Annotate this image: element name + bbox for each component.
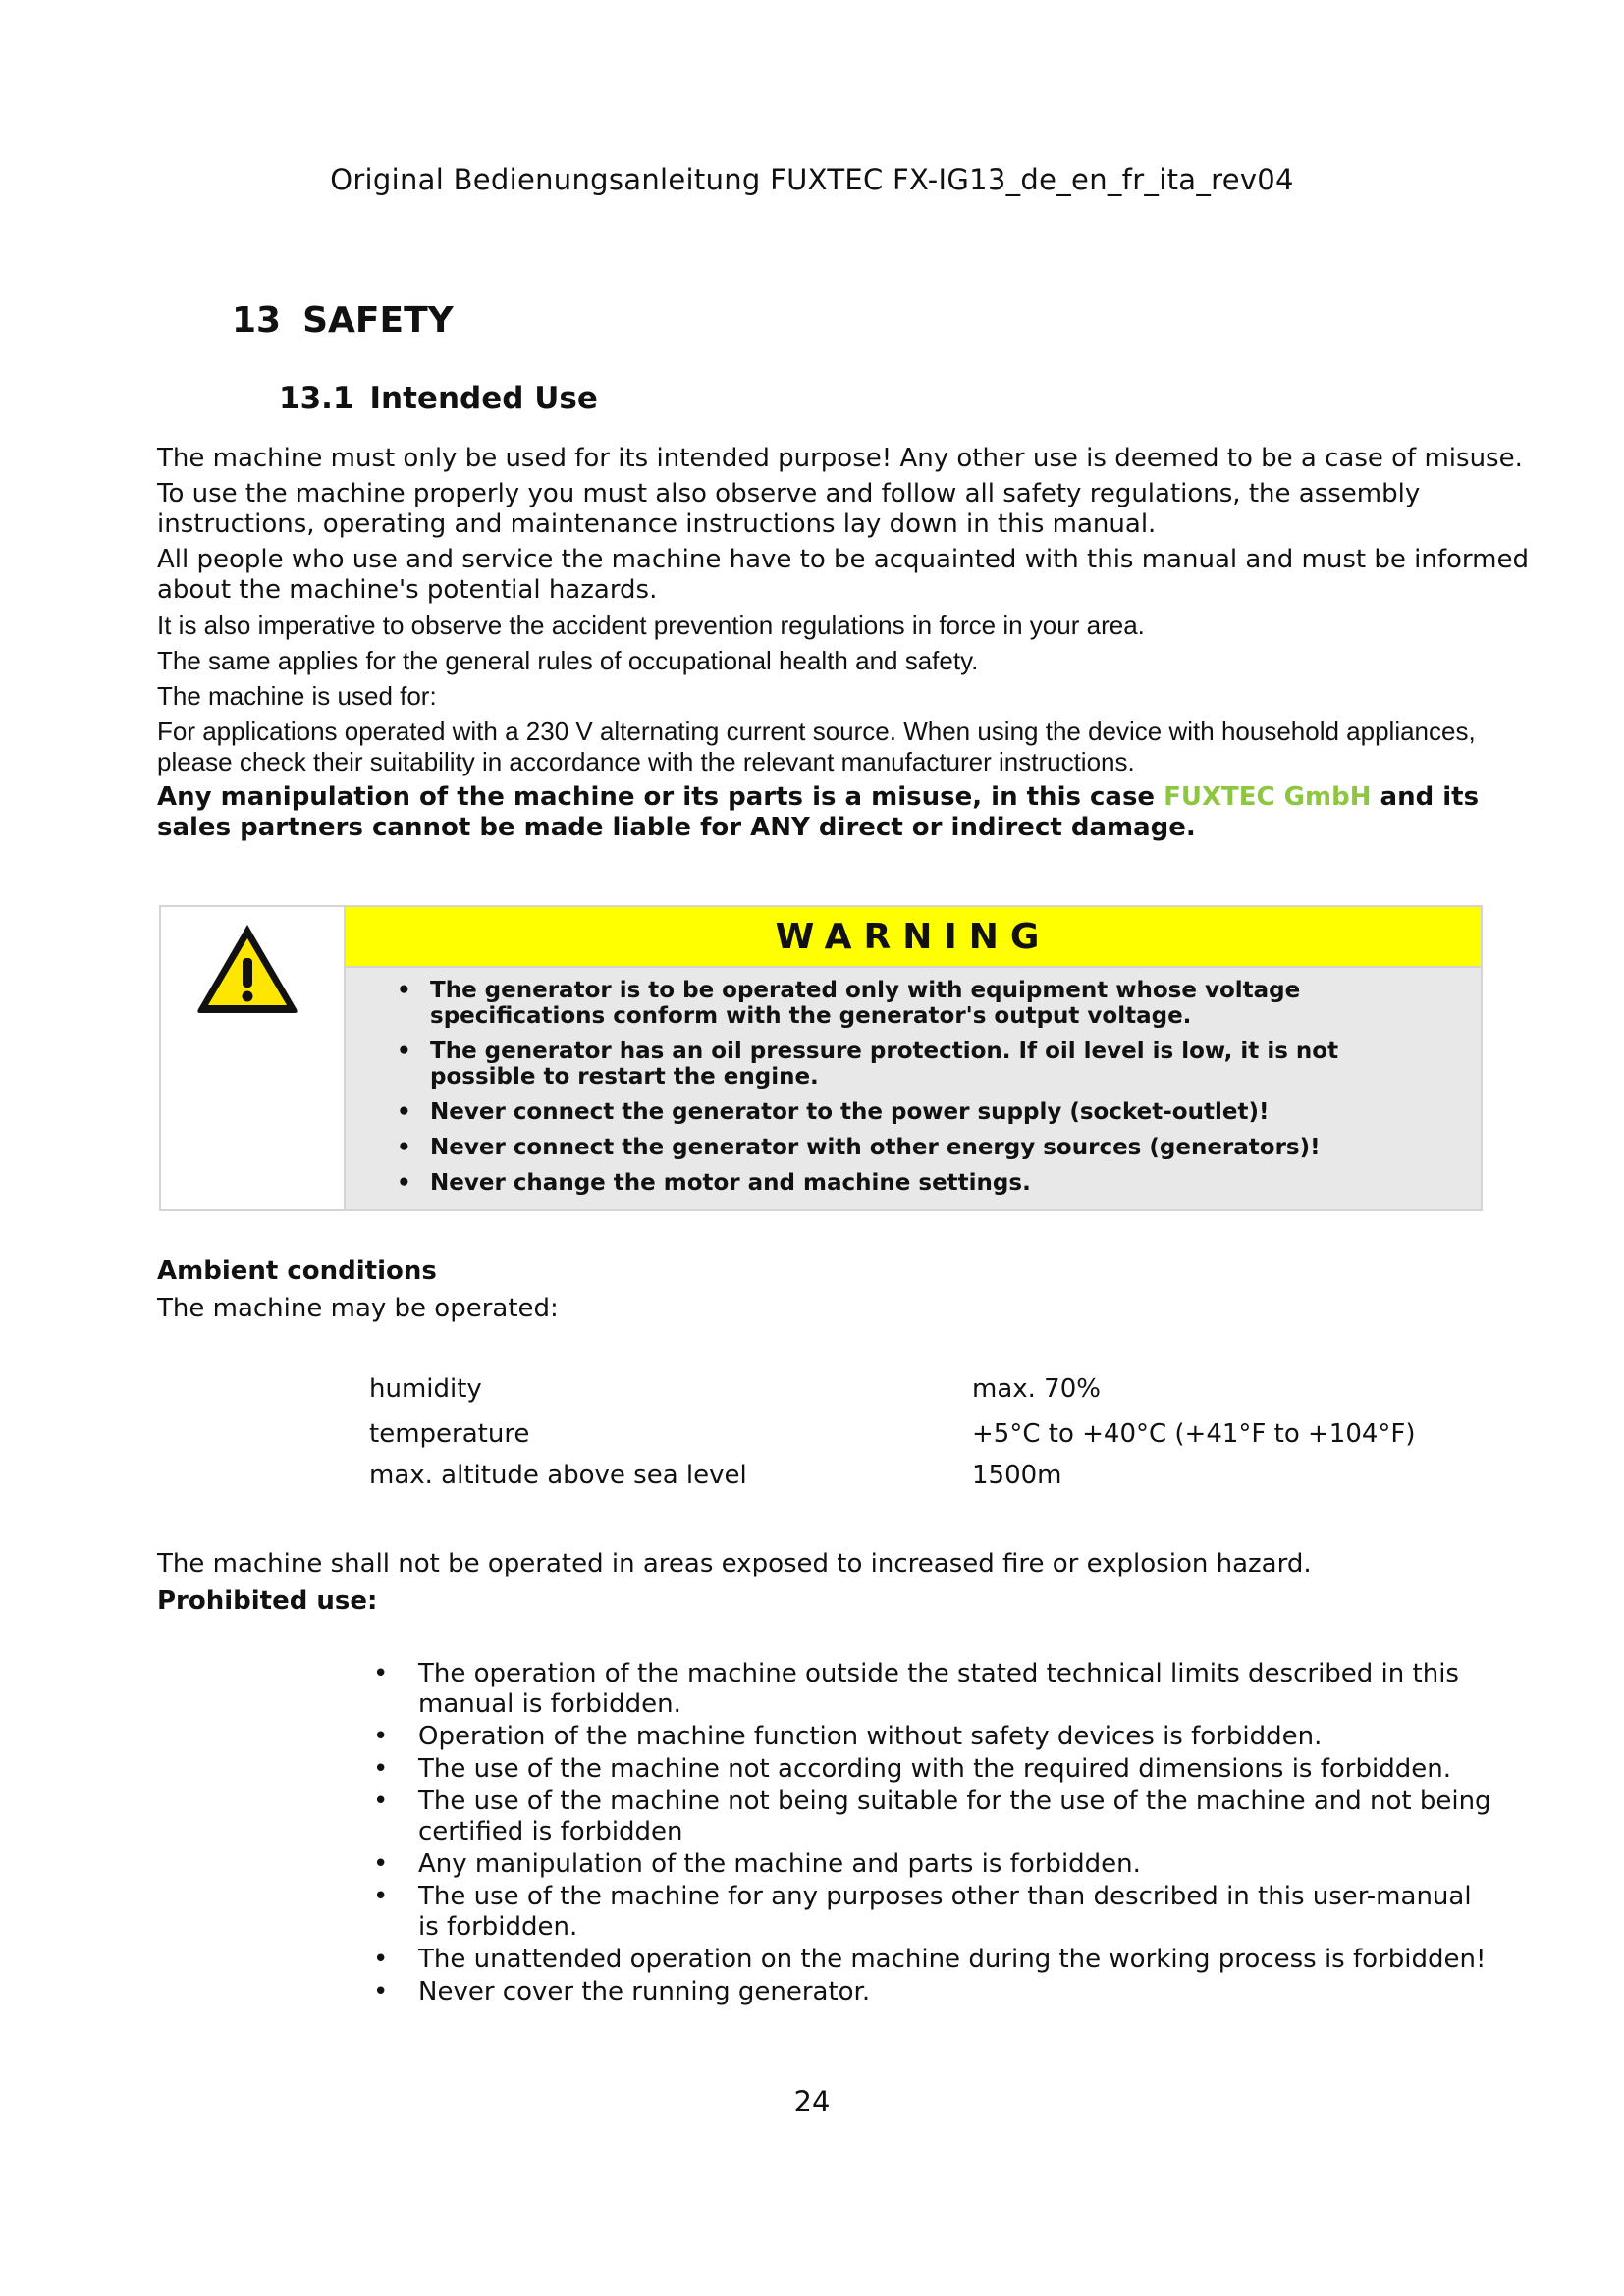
warning-item: • Never change the motor and machine settings.: [397, 1170, 1412, 1196]
section-number: 13: [232, 300, 282, 341]
subsection-heading: [279, 381, 598, 416]
list-item: • The use of the machine not being suitable for the use of the machine and not being certified is forbidden: [369, 1787, 1498, 1847]
condition-label: max. altitude above sea level: [369, 1461, 747, 1490]
company-name: FUXTEC GmbH: [1164, 782, 1372, 812]
intro-paragraph: To use the machine properly you must also observe and follow all safety regulations, the assembly instructions, operating and maintenance instructions lay down in this manual.: [157, 479, 1421, 539]
ambient-heading: Ambient conditions: [157, 1256, 437, 1286]
page-header: Original Bedienungsanleitung FUXTEC FX-IG13_de_en_fr_ita_rev04: [330, 163, 1294, 196]
warning-title: WARNING: [346, 907, 1481, 968]
section-heading: [232, 300, 454, 341]
condition-value: +5°C to +40°C (+41°F to +104°F): [972, 1419, 1416, 1449]
warning-icon-cell: [161, 907, 346, 1209]
warning-body: [346, 907, 1481, 1209]
intro-paragraph: It is also imperative to observe the accident prevention regulations in force in your area.: [157, 611, 1145, 640]
intro-paragraph: The same applies for the general rules of occupational health and safety.: [157, 646, 979, 675]
page-number: 24: [793, 2085, 831, 2118]
list-item: • The unattended operation on the machine during the working process is forbidden!: [369, 1945, 1498, 1975]
liability-notice: [157, 782, 1551, 843]
ambient-subtitle: The machine may be operated:: [157, 1294, 559, 1323]
warning-item: • Never connect the generator with other energy sources (generators)!: [397, 1135, 1412, 1160]
condition-label: temperature: [369, 1419, 530, 1449]
warning-item: • The generator has an oil pressure protection. If oil level is low, it is not possible to restart the engine.: [397, 1039, 1412, 1090]
condition-value: max. 70%: [972, 1374, 1101, 1404]
hazard-note: The machine shall not be operated in areas exposed to increased fire or explosion hazard.: [157, 1549, 1312, 1578]
list-item: • Never cover the running generator.: [369, 1977, 1498, 2007]
intro-text: [157, 444, 1551, 848]
list-item: • The use of the machine for any purposes other than described in this user-manual is forbidden.: [369, 1882, 1498, 1943]
section-title: SAFETY: [302, 300, 454, 341]
list-item: • The use of the machine not according with the required dimensions is forbidden.: [369, 1754, 1498, 1785]
warning-list: [346, 968, 1481, 1205]
list-item: • The operation of the machine outside the stated technical limits described in this manual is forbidden.: [369, 1659, 1498, 1720]
list-item: • Any manipulation of the machine and parts is forbidden.: [369, 1849, 1498, 1880]
condition-value: 1500m: [972, 1461, 1062, 1490]
intro-paragraph: For applications operated with a 230 V alternating current source. When using the device with household appliances, please check their suitability in accordance with the relevant manufacturer instructions.: [157, 717, 1476, 776]
prohibited-heading: Prohibited use:: [157, 1586, 378, 1616]
liability-text: and its sales partners cannot be made liable for ANY direct or indirect damage.: [157, 782, 1480, 842]
liability-text: Any manipulation of the machine or its parts is a misuse, in this case: [157, 782, 1164, 812]
list-item: • Operation of the machine function without safety devices is forbidden.: [369, 1722, 1498, 1752]
warning-item: • Never connect the generator to the power supply (socket-outlet)!: [397, 1099, 1412, 1125]
warning-item: • The generator is to be operated only with equipment whose voltage specifications conform with the generator's output voltage.: [397, 978, 1412, 1029]
warning-box: [159, 905, 1483, 1211]
warning-triangle-icon: [192, 919, 302, 1017]
prohibited-list: [369, 1659, 1498, 2009]
intro-paragraph: All people who use and service the machine have to be acquainted with this manual and must be informed about the machine's potential hazards.: [157, 545, 1529, 605]
condition-label: humidity: [369, 1374, 482, 1404]
subsection-number: 13.1: [279, 381, 354, 416]
intro-paragraph: The machine must only be used for its intended purpose! Any other use is deemed to be a case of misuse.: [157, 444, 1523, 473]
intro-paragraph: The machine is used for:: [157, 681, 437, 711]
subsection-title: Intended Use: [369, 381, 598, 416]
